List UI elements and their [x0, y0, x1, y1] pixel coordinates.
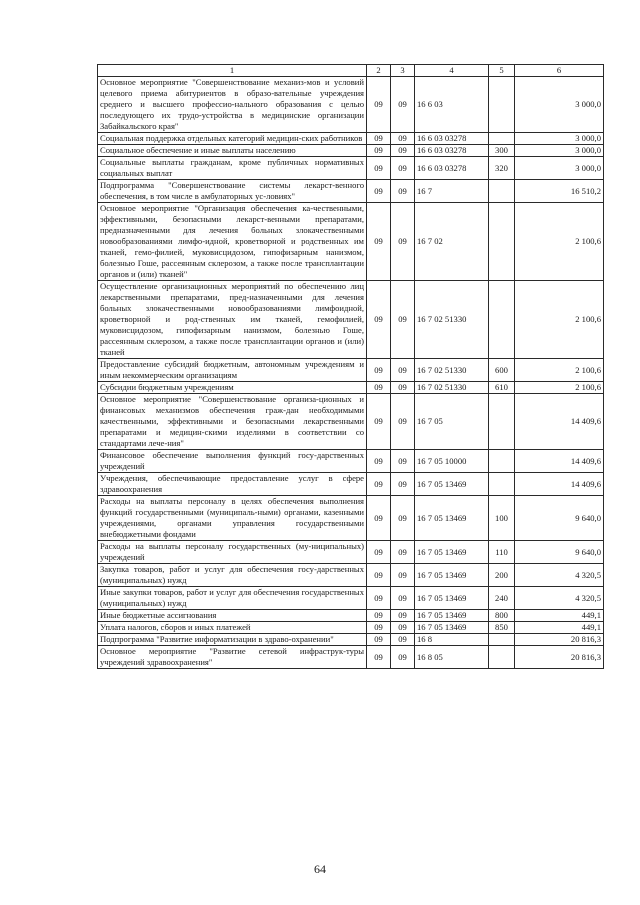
row-name-cell: Иные бюджетные ассигнования: [98, 610, 367, 622]
expense-type-cell: [489, 180, 515, 203]
expense-type-cell: [489, 133, 515, 145]
target-article-cell: 16 6 03: [415, 77, 489, 133]
subsection-code-cell: 09: [391, 359, 415, 382]
column-header: 2: [367, 65, 391, 77]
table-row: [98, 587, 604, 610]
expense-type-cell: 320: [489, 157, 515, 180]
table-row: [98, 180, 604, 203]
amount-cell: 9 640,0: [515, 541, 604, 564]
table-row: [98, 133, 604, 145]
column-header: 5: [489, 65, 515, 77]
amount-cell: 14 409,6: [515, 394, 604, 450]
subsection-code-cell: 09: [391, 133, 415, 145]
amount-cell: 14 409,6: [515, 473, 604, 496]
row-name-cell: Расходы на выплаты персоналу государственных (му-ниципальных) учреждений: [98, 541, 367, 564]
target-article-cell: 16 7 05 13469: [415, 496, 489, 541]
expense-type-cell: 300: [489, 145, 515, 157]
expense-type-cell: [489, 450, 515, 473]
amount-cell: 14 409,6: [515, 450, 604, 473]
table-row: [98, 564, 604, 587]
amount-cell: 3 000,0: [515, 145, 604, 157]
subsection-code-cell: 09: [391, 281, 415, 359]
row-name-cell: Основное мероприятие "Совершенствование механиз-мов и условий целевого приема абитуриентов в образо-вательные учреждения среднего и высшего профессио-нального образования с целью последующего их трудо-устройства в медицинские организации Забайкальского края": [98, 77, 367, 133]
section-code-cell: 09: [367, 359, 391, 382]
amount-cell: 449,1: [515, 622, 604, 634]
expense-type-cell: 610: [489, 382, 515, 394]
expense-type-cell: 800: [489, 610, 515, 622]
subsection-code-cell: 09: [391, 646, 415, 669]
subsection-code-cell: 09: [391, 145, 415, 157]
target-article-cell: 16 7 02 51330: [415, 382, 489, 394]
expense-type-cell: 600: [489, 359, 515, 382]
expense-type-cell: [489, 634, 515, 646]
section-code-cell: 09: [367, 145, 391, 157]
row-name-cell: Осуществление организационных мероприятий по обеспечению лиц лекарственными препаратами, пред-назначенными для лечения больных злокачественными новообразованиями лимфоидной, кроветворной и род-ственных им тканей, гемофилией, муковисцидозом, гипофизарным нанизмом, болезнью Гоше, рассеянным склерозом, а также после трансплантации органов и (или) тканей: [98, 281, 367, 359]
row-name-cell: Учреждения, обеспечивающие предоставление услуг в сфере здравоохранения: [98, 473, 367, 496]
expense-type-cell: 110: [489, 541, 515, 564]
row-name-cell: Иные закупки товаров, работ и услуг для обеспечения государственных (муниципальных) нужд: [98, 587, 367, 610]
target-article-cell: 16 8: [415, 634, 489, 646]
table-row: [98, 145, 604, 157]
amount-cell: 3 000,0: [515, 157, 604, 180]
amount-cell: 3 000,0: [515, 133, 604, 145]
amount-cell: 2 100,6: [515, 203, 604, 281]
subsection-code-cell: 09: [391, 394, 415, 450]
header-row: [98, 65, 604, 77]
subsection-code-cell: 09: [391, 180, 415, 203]
row-name-cell: Подпрограмма "Развитие информатизации в здраво-охранении": [98, 634, 367, 646]
target-article-cell: 16 7 02: [415, 203, 489, 281]
row-name-cell: Предоставление субсидий бюджетным, автономным учреждениям и иным некоммерческим организациям: [98, 359, 367, 382]
expense-type-cell: [489, 473, 515, 496]
subsection-code-cell: 09: [391, 473, 415, 496]
target-article-cell: 16 8 05: [415, 646, 489, 669]
section-code-cell: 09: [367, 541, 391, 564]
section-code-cell: 09: [367, 496, 391, 541]
expense-type-cell: [489, 77, 515, 133]
subsection-code-cell: 09: [391, 634, 415, 646]
subsection-code-cell: 09: [391, 203, 415, 281]
table-row: [98, 359, 604, 382]
expense-type-cell: 240: [489, 587, 515, 610]
row-name-cell: Финансовое обеспечение выполнения функций госу-дарственных учреждений: [98, 450, 367, 473]
subsection-code-cell: 09: [391, 77, 415, 133]
target-article-cell: 16 7 05: [415, 394, 489, 450]
row-name-cell: Основное мероприятие "Совершенствование организа-ционных и финансовых механизмов обеспечения граж-дан необходимыми качественными, эффективными и безопасными лекарственными препаратами и медицин-скими изделиями в соответствии со стандартами лече-ния": [98, 394, 367, 450]
subsection-code-cell: 09: [391, 610, 415, 622]
row-name-cell: Субсидии бюджетным учреждениям: [98, 382, 367, 394]
column-header: 4: [415, 65, 489, 77]
table-row: [98, 157, 604, 180]
amount-cell: 4 320,5: [515, 564, 604, 587]
section-code-cell: 09: [367, 180, 391, 203]
target-article-cell: 16 7 05 13469: [415, 622, 489, 634]
section-code-cell: 09: [367, 394, 391, 450]
section-code-cell: 09: [367, 77, 391, 133]
column-header: 1: [98, 65, 367, 77]
expense-type-cell: [489, 281, 515, 359]
table-row: [98, 281, 604, 359]
target-article-cell: 16 7 02 51330: [415, 281, 489, 359]
budget-table: [97, 64, 604, 669]
row-name-cell: Социальное обеспечение и иные выплаты населению: [98, 145, 367, 157]
row-name-cell: Основное мероприятие "Развитие сетевой инфраструк-туры учреждений здравоохранения": [98, 646, 367, 669]
subsection-code-cell: 09: [391, 587, 415, 610]
section-code-cell: 09: [367, 564, 391, 587]
target-article-cell: 16 6 03 03278: [415, 157, 489, 180]
table-row: [98, 622, 604, 634]
subsection-code-cell: 09: [391, 496, 415, 541]
table-row: [98, 203, 604, 281]
row-name-cell: Основное мероприятие "Организация обеспечения ка-чественными, эффективными, безопасными лекарст-венными препаратами, предназначенными для лечения больных злокачественными новообразованиями лимфо-идной, кроветворной и родственных им тканей, гемо-филией, муковисцидозом, гипофизарным нанизмом, болезнью Гоше, рассеянным склерозом, а также после трансплантации органов и (или) тканей": [98, 203, 367, 281]
target-article-cell: 16 7 02 51330: [415, 359, 489, 382]
section-code-cell: 09: [367, 473, 391, 496]
table-row: [98, 496, 604, 541]
target-article-cell: 16 7 05 13469: [415, 564, 489, 587]
table-row: [98, 634, 604, 646]
amount-cell: 3 000,0: [515, 77, 604, 133]
section-code-cell: 09: [367, 450, 391, 473]
section-code-cell: 09: [367, 610, 391, 622]
expense-type-cell: 200: [489, 564, 515, 587]
section-code-cell: 09: [367, 157, 391, 180]
column-header: 6: [515, 65, 604, 77]
table-row: [98, 610, 604, 622]
amount-cell: 9 640,0: [515, 496, 604, 541]
target-article-cell: 16 7 05 10000: [415, 450, 489, 473]
table-row: [98, 394, 604, 450]
table-row: [98, 541, 604, 564]
amount-cell: 4 320,5: [515, 587, 604, 610]
section-code-cell: 09: [367, 622, 391, 634]
row-name-cell: Социальные выплаты гражданам, кроме публичных нормативных социальных выплат: [98, 157, 367, 180]
subsection-code-cell: 09: [391, 541, 415, 564]
amount-cell: 16 510,2: [515, 180, 604, 203]
table-body: [98, 77, 604, 669]
column-header: 3: [391, 65, 415, 77]
target-article-cell: 16 7 05 13469: [415, 473, 489, 496]
amount-cell: 20 816,3: [515, 634, 604, 646]
table-row: [98, 77, 604, 133]
row-name-cell: Расходы на выплаты персоналу в целях обеспечения выполнения функций государственными (муниципаль-ными) органами, казенными учреждениями, органами управления государственными внебюджетными фондами: [98, 496, 367, 541]
expense-type-cell: [489, 646, 515, 669]
row-name-cell: Уплата налогов, сборов и иных платежей: [98, 622, 367, 634]
expense-type-cell: [489, 394, 515, 450]
subsection-code-cell: 09: [391, 622, 415, 634]
section-code-cell: 09: [367, 587, 391, 610]
target-article-cell: 16 7 05 13469: [415, 610, 489, 622]
target-article-cell: 16 7: [415, 180, 489, 203]
subsection-code-cell: 09: [391, 382, 415, 394]
subsection-code-cell: 09: [391, 450, 415, 473]
page-number: 64: [314, 862, 326, 876]
section-code-cell: 09: [367, 646, 391, 669]
expense-type-cell: [489, 203, 515, 281]
row-name-cell: Социальная поддержка отдельных категорий медицин-ских работников: [98, 133, 367, 145]
target-article-cell: 16 7 05 13469: [415, 541, 489, 564]
target-article-cell: 16 7 05 13469: [415, 587, 489, 610]
amount-cell: 20 816,3: [515, 646, 604, 669]
row-name-cell: Подпрограмма "Совершенствование системы лекарст-венного обеспечения, в том числе в амбулаторных ус-ловиях": [98, 180, 367, 203]
section-code-cell: 09: [367, 133, 391, 145]
amount-cell: 2 100,6: [515, 281, 604, 359]
subsection-code-cell: 09: [391, 564, 415, 587]
section-code-cell: 09: [367, 634, 391, 646]
section-code-cell: 09: [367, 281, 391, 359]
expense-type-cell: 850: [489, 622, 515, 634]
subsection-code-cell: 09: [391, 157, 415, 180]
amount-cell: 449,1: [515, 610, 604, 622]
table-row: [98, 646, 604, 669]
table-row: [98, 382, 604, 394]
table-row: [98, 450, 604, 473]
section-code-cell: 09: [367, 203, 391, 281]
target-article-cell: 16 6 03 03278: [415, 133, 489, 145]
amount-cell: 2 100,6: [515, 359, 604, 382]
section-code-cell: 09: [367, 382, 391, 394]
amount-cell: 2 100,6: [515, 382, 604, 394]
row-name-cell: Закупка товаров, работ и услуг для обеспечения госу-дарственных (муниципальных) нужд: [98, 564, 367, 587]
table-row: [98, 473, 604, 496]
expense-type-cell: 100: [489, 496, 515, 541]
target-article-cell: 16 6 03 03278: [415, 145, 489, 157]
